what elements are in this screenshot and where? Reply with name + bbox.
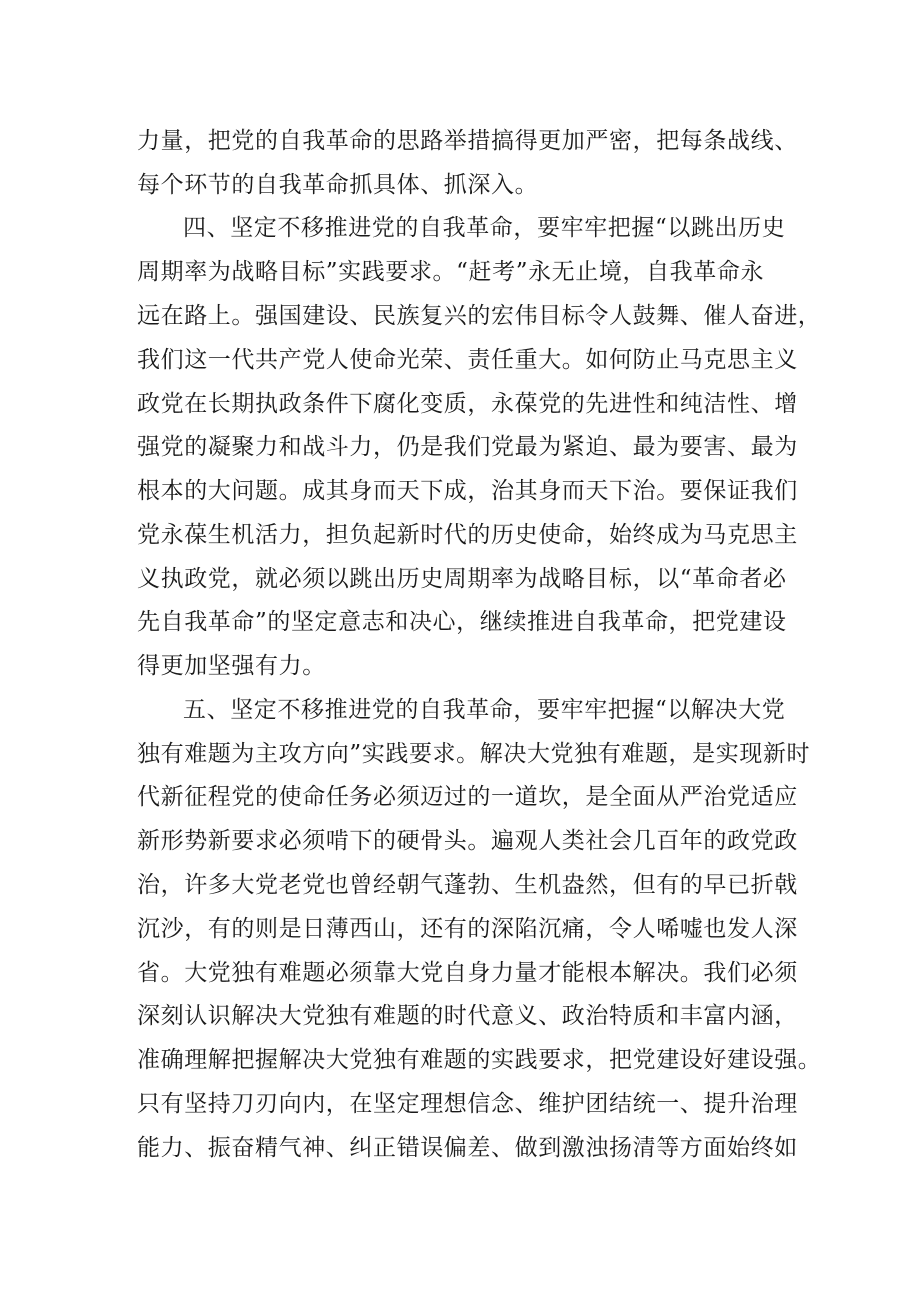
text-line: 强党的凝聚力和战斗力，仍是我们党最为紧迫、最为要害、最为	[137, 434, 798, 460]
text-line: 政党在长期执政条件下腐化变质，永葆党的先进性和纯洁性、增	[137, 391, 798, 417]
text-line: 义执政党，就必须以跳出历史周期率为战略目标，以“革命者必	[137, 566, 787, 592]
text-line: 治，许多大党老党也曾经朝气蓬勃、生机盎然，但有的早已折戟	[137, 872, 798, 898]
text-line: 先自我革命”的坚定意志和决心，继续推进自我革命，把党建设	[137, 609, 787, 635]
text-line: 得更加坚强有力。	[137, 653, 326, 679]
text-line: 独有难题为主攻方向”实践要求。解决大党独有难题，是实现新时	[137, 741, 811, 767]
text-line: 沉沙，有的则是日薄西山，还有的深陷沉痛，令人唏嘘也发人深	[137, 916, 798, 942]
text-line: 能力、振奋精气神、纠正错误偏差、做到激浊扬清等方面始终如	[137, 1135, 798, 1161]
text-line: 只有坚持刀刃向内，在坚定理想信念、维护团结统一、提升治理	[137, 1091, 798, 1117]
text-line: 深刻认识解决大党独有难题的时代意义、政治特质和丰富内涵，	[137, 1003, 798, 1029]
text-line: 远在路上。强国建设、民族复兴的宏伟目标令人鼓舞、催人奋进，	[137, 303, 822, 329]
paragraph-5-first-line: 五、坚定不移推进党的自我革命，要牢牢把握“以解决大党	[183, 697, 786, 723]
text-line: 代新征程党的使命任务必须迈过的一道坎，是全面从严治党适应	[137, 784, 798, 810]
text-line: 准确理解把握解决大党独有难题的实践要求，把党建设好建设强。	[137, 1047, 822, 1073]
text-line: 根本的大问题。成其身而天下成，治其身而天下治。要保证我们	[137, 478, 798, 504]
text-line: 周期率为战略目标”实践要求。“赶考”永无止境，自我革命永	[137, 259, 765, 285]
text-line: 省。大党独有难题必须靠大党自身力量才能根本解决。我们必须	[137, 960, 798, 986]
text-line: 我们这一代共产党人使命光荣、责任重大。如何防止马克思主义	[137, 347, 798, 373]
text-line: 党永葆生机活力，担负起新时代的历史使命，始终成为马克思主	[137, 522, 798, 548]
paragraph-4-first-line: 四、坚定不移推进党的自我革命，要牢牢把握“以跳出历史	[183, 215, 786, 241]
text-line: 每个环节的自我革命抓具体、抓深入。	[137, 172, 539, 198]
text-line: 新形势新要求必须啃下的硬骨头。遍观人类社会几百年的政党政	[137, 828, 798, 854]
text-line: 力量，把党的自我革命的思路举措搞得更加严密，把每条战线、	[137, 128, 798, 154]
